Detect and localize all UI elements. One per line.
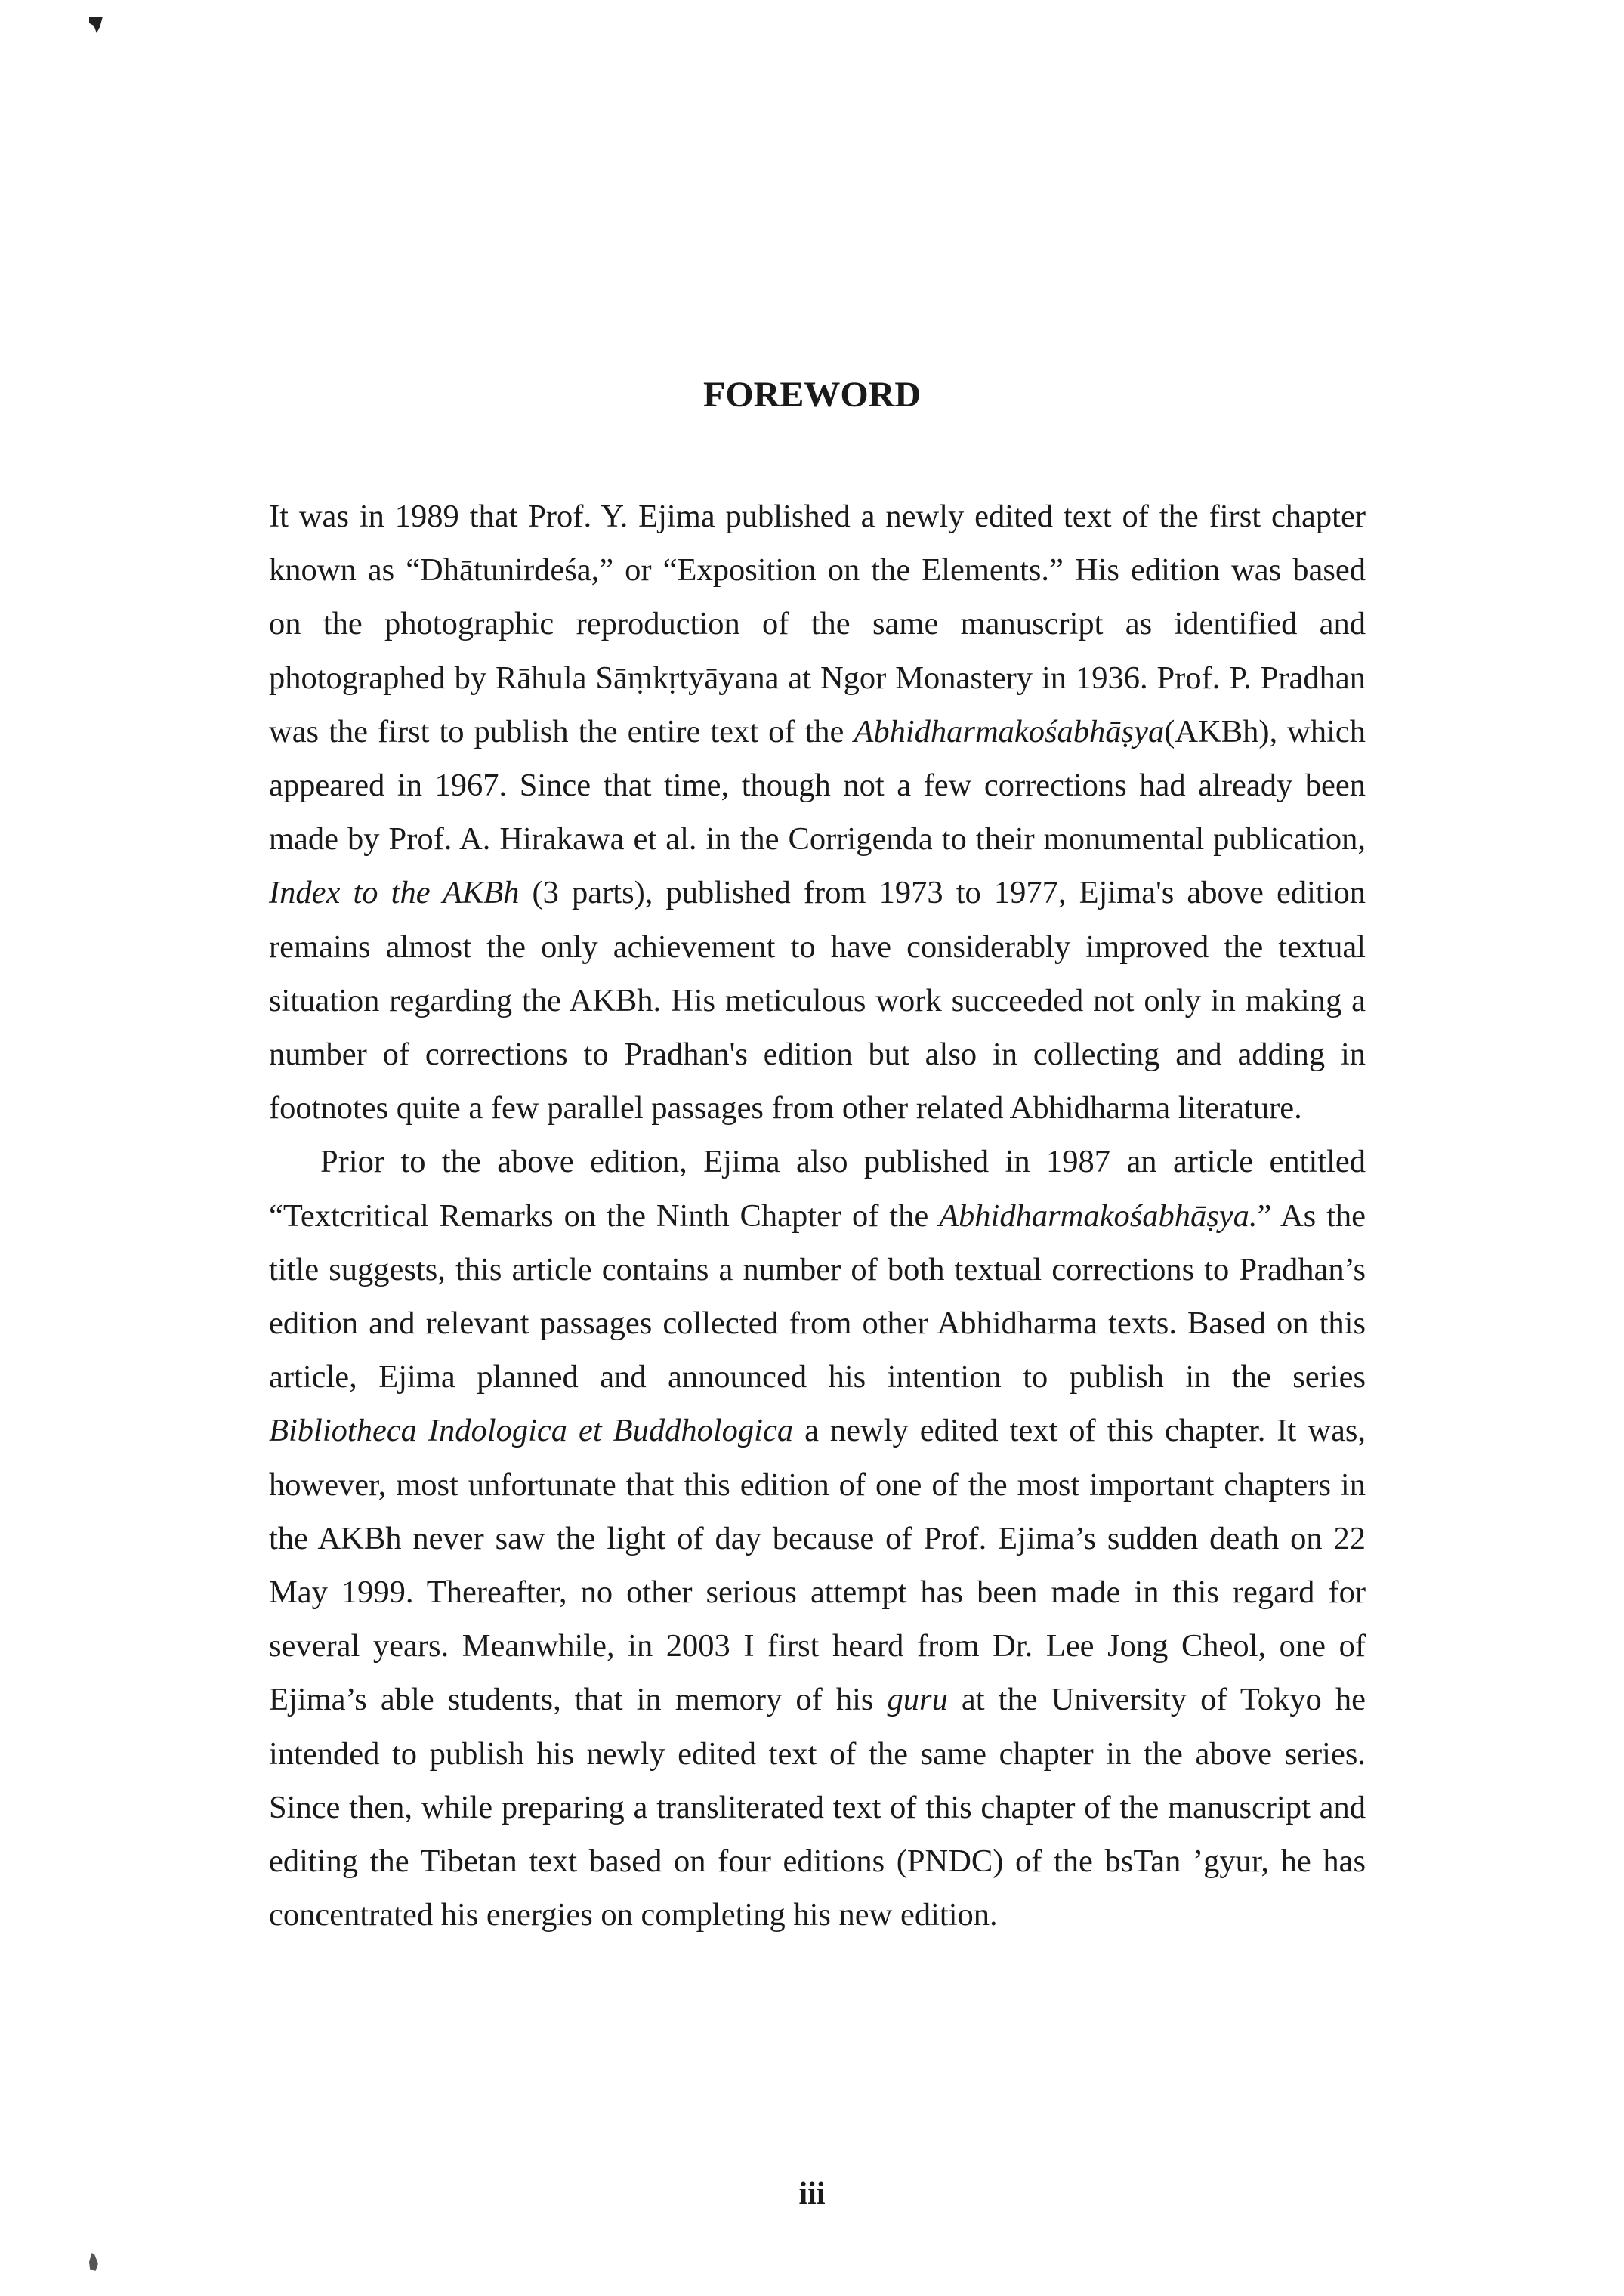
italic-title-text: Abhidharmakośabhāṣya. [939, 1197, 1258, 1234]
paragraph-text: (3 parts), published from 1973 to 1977, Ejima's above edition remains almost the only achievement to have considerably improved the textual situation regarding the AKBh. His meticulous work succeeded not only in making a number of corrections to Pradhan's edition but also in collecting and adding in footnotes quite a few parallel passages from other related Abhidharma literature. [269, 875, 1366, 1126]
page-number: iii [798, 2177, 826, 2211]
italic-title-text: guru [887, 1682, 948, 1718]
foreword-body [269, 490, 1366, 1942]
paragraph-text: Prior to the above edition, Ejima also published in 1987 an article entitled “Textcritical Remarks on the Ninth Chapter of the [269, 1144, 1366, 1234]
page-title: FOREWORD [703, 375, 921, 415]
paragraph-text: at the University of Tokyo he intended to publish his newly edited text of the same chapter in the above series. Since then, while preparing a transliterated text of this chapter of the manuscript and editing the Tibetan text based on four editions (PNDC) of the bsTan ’gyur, he has concentrated his energies on completing his new edition. [269, 1682, 1366, 1933]
foreword-paragraph [269, 490, 1366, 1135]
paragraph-text: ” As the title suggests, this article contains a number of both textual corrections to Pradhan’s edition and relevant passages collected from other Abhidharma texts. Based on this article, Ejima planned and announced his intention to publish in the series [269, 1197, 1366, 1395]
italic-title-text: Index to the AKBh [269, 875, 520, 911]
italic-title-text: Abhidharmakośabhāṣya [854, 713, 1165, 749]
italic-title-text: Bibliotheca Indologica et Buddhologica [269, 1413, 794, 1449]
paragraph-text: It was in 1989 that Prof. Y. Ejima published a newly edited text of the first chapter known as “Dhātunirdeśa,” or “Exposition on the Elements.” His edition was based on the photographic reproduction of the same manuscript as identified and photographed by Rāhula Sāṃkṛtyāyana at Ngor Monastery in 1936. Prof. P. Pradhan was the first to publish the entire text of the [269, 499, 1366, 749]
foreword-paragraph [269, 1135, 1366, 1942]
paragraph-text: (AKBh), which appeared in 1967. Since that time, though not a few corrections had already been made by Prof. A. Hirakawa et al. in the Corrigenda to their monumental publication, [269, 713, 1366, 858]
scan-artifact-mark-bottom [89, 2253, 98, 2271]
paragraph-text: a newly edited text of this chapter. It was, however, most unfortunate that this edition of one of the most important chapters in the AKBh never saw the light of day because of Prof. Ejima’s sudden death on 22 May 1999. Thereafter, no other serious attempt has been made in this regard for several years. Meanwhile, in 2003 I first heard from Dr. Lee Jong Cheol, one of Ejima’s able students, that in memory of his [269, 1413, 1366, 1718]
scan-artifact-mark [89, 17, 103, 33]
